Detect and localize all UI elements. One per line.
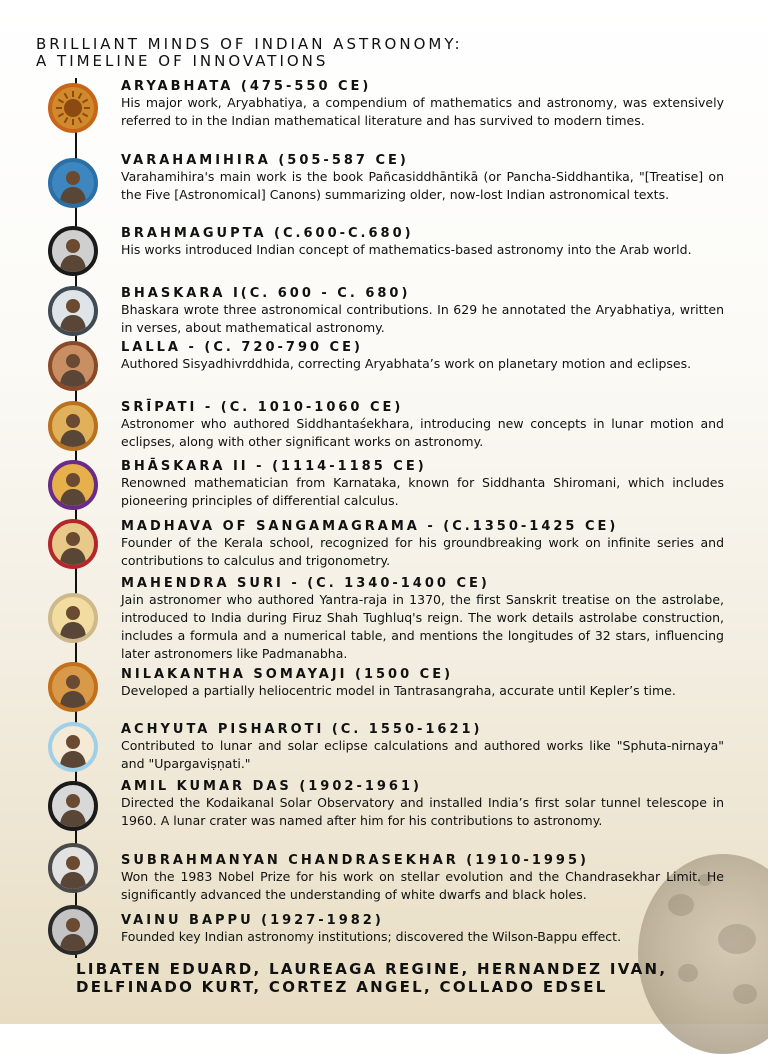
portrait-icon <box>48 519 98 569</box>
entry-name: VAINU BAPPU (1927-1982) <box>121 913 384 928</box>
entry-name: AMIL KUMAR DAS (1902-1961) <box>121 779 422 794</box>
entry-name: MADHAVA OF SANGAMAGRAMA - (C.1350-1425 CE) <box>121 519 619 534</box>
entry-name: BHĀSKARA II - (1114-1185 CE) <box>121 459 427 474</box>
entry-description: Directed the Kodaikanal Solar Observatory and installed India’s first solar tunnel telescope in 1960. A lunar crater was named after him for his contributions to astronomy. <box>121 795 724 828</box>
portrait-icon <box>48 286 98 336</box>
portrait-icon <box>48 460 98 510</box>
portrait-icon <box>48 158 98 208</box>
entry-name: ARYABHATA (475-550 CE) <box>121 79 372 94</box>
portrait-icon <box>48 401 98 451</box>
portrait-icon <box>48 662 98 712</box>
entry-description: Developed a partially heliocentric model in Tantrasangraha, accurate until Kepler’s time. <box>121 683 676 698</box>
entry-description: Won the 1983 Nobel Prize for his work on stellar evolution and the Chandrasekhar Limit. He significantly advanced the understanding of white dwarfs and black holes. <box>121 869 724 902</box>
authors-line-2: DELFINADO KURT, CORTEZ ANGEL, COLLADO EDSEL <box>76 978 608 996</box>
portrait-icon <box>48 843 98 893</box>
page-title <box>36 36 463 70</box>
entry-description: Founded key Indian astronomy institutions; discovered the Wilson-Bappu effect. <box>121 929 622 944</box>
entry-name: NILAKANTHA SOMAYAJI (1500 CE) <box>121 667 454 682</box>
entry-name: VARAHAMIHIRA (505-587 CE) <box>121 153 409 168</box>
authors-line-1: LIBATEN EDUARD, LAUREAGA REGINE, HERNANDEZ IVAN, <box>76 960 668 978</box>
entry-description: His major work, Aryabhatiya, a compendium of mathematics and astronomy, was extensively referred to in the Indian mathematical literature and has survived to modern times. <box>121 95 724 128</box>
entry-name: BRAHMAGUPTA (C.600-C.680) <box>121 226 414 241</box>
entry-name: SRĪPATI - (C. 1010-1060 CE) <box>121 400 404 415</box>
portrait-icon <box>48 722 98 772</box>
portrait-icon <box>48 226 98 276</box>
entry-description: Jain astronomer who authored Yantra-raja in 1370, the first Sanskrit treatise on the astrolabe, introduced to India during Firuz Shah Tughluq's reign. The work details astrolabe construction, includes a formula and a numerical table, and mentions the longitudes of 32 stars, influencing later astronomers like Padmanabha. <box>121 592 724 661</box>
portrait-icon <box>48 905 98 955</box>
portrait-icon <box>48 781 98 831</box>
entry-description: His works introduced Indian concept of mathematics-based astronomy into the Arab world. <box>121 242 692 257</box>
page-title-line-1: BRILLIANT MINDS OF INDIAN ASTRONOMY: <box>36 35 463 53</box>
entry-description: Founder of the Kerala school, recognized for his groundbreaking work on infinite series and contributions to calculus and trigonometry. <box>121 535 724 568</box>
sun-emblem-icon <box>48 83 98 133</box>
portrait-icon <box>48 341 98 391</box>
entry-description: Authored Sisyadhivrddhida, correcting Aryabhata’s work on planetary motion and eclipses. <box>121 356 692 371</box>
entry-description: Contributed to lunar and solar eclipse calculations and authored works like "Sphuta-nirnaya" and "Upargaviṣṇati." <box>121 738 724 771</box>
entry-name: MAHENDRA SURI - (C. 1340-1400 CE) <box>121 576 490 591</box>
entry-name: ACHYUTA PISHAROTI (C. 1550-1621) <box>121 722 483 737</box>
entry-description: Bhaskara wrote three astronomical contributions. In 629 he annotated the Aryabhatiya, written in verses, about mathematical astronomy. <box>121 302 724 335</box>
entry-description: Varahamihira's main work is the book Pañcasiddhāntikā (or Pancha-Siddhantika, "[Treatise] on the Five [Astronomical] Canons) summarizing older, now-lost Indian astronomical texts. <box>121 169 724 202</box>
entry-description: Renowned mathematician from Karnataka, known for Siddhanta Shiromani, which includes pioneering principles of differential calculus. <box>121 475 724 508</box>
entry-name: SUBRAHMANYAN CHANDRASEKHAR (1910-1995) <box>121 853 589 868</box>
authors <box>76 960 667 996</box>
page-title-line-2: A TIMELINE OF INNOVATIONS <box>36 52 329 70</box>
portrait-icon <box>48 593 98 643</box>
entry-name: LALLA - (C. 720-790 CE) <box>121 340 363 355</box>
entry-name: BHASKARA I(C. 600 - C. 680) <box>121 286 411 301</box>
entry-description: Astronomer who authored Siddhantaśekhara, introducing new concepts in lunar motion and eclipses, along with other significant works on astronomy. <box>121 416 724 449</box>
